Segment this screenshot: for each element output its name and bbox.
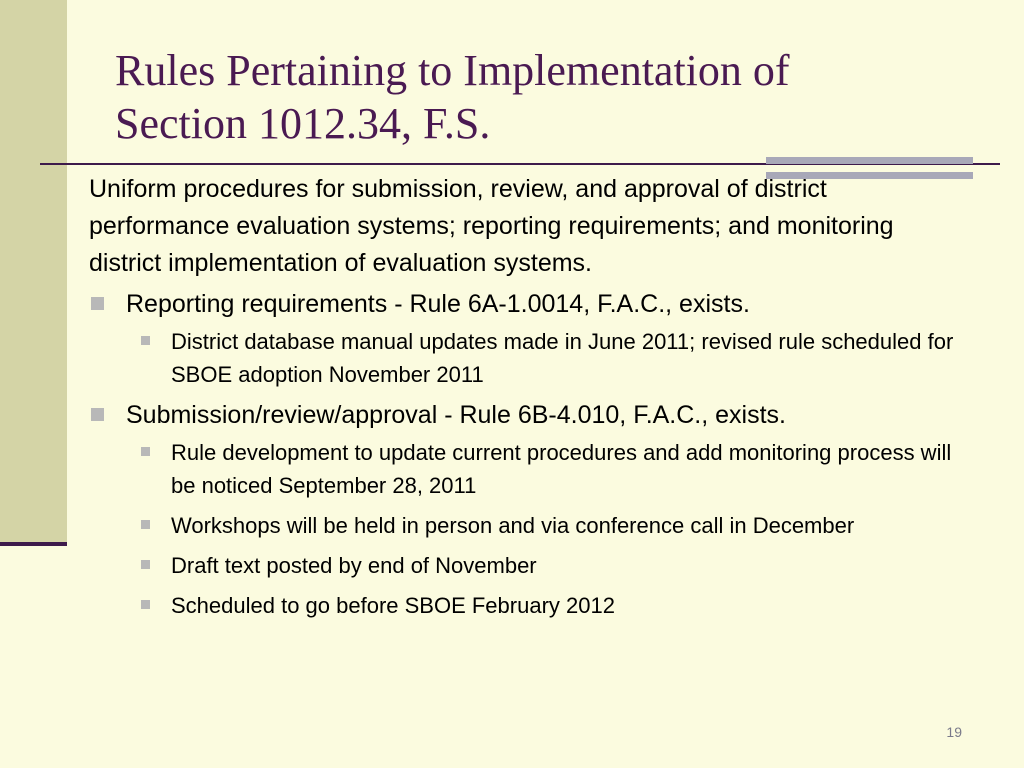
small-square-bullet-icon xyxy=(141,600,150,609)
title-divider-gray-bar-top xyxy=(766,157,973,164)
slide-page-number: 19 xyxy=(946,724,962,740)
sub-bullet-item xyxy=(89,436,971,502)
bullet-item-submission xyxy=(89,398,969,432)
left-band-accent-line xyxy=(0,542,67,546)
bullet-item-reporting xyxy=(89,287,969,321)
sub-bullet-text: District database manual updates made in June 2011; revised rule scheduled for SBOE adoption November 2011 xyxy=(171,329,954,387)
slide-title-line-2: Section 1012.34, F.S. xyxy=(115,99,491,148)
sub-bullet-item xyxy=(89,549,971,582)
small-square-bullet-icon xyxy=(141,336,150,345)
square-bullet-icon xyxy=(91,408,104,421)
sub-bullet-text: Draft text posted by end of November xyxy=(171,553,537,578)
sub-bullet-text: Workshops will be held in person and via conference call in December xyxy=(171,513,855,538)
slide-title-line-1: Rules Pertaining to Implementation of xyxy=(115,46,790,95)
bullet-text: Reporting requirements - Rule 6A-1.0014, F.A.C., exists. xyxy=(126,290,750,318)
small-square-bullet-icon xyxy=(141,447,150,456)
small-square-bullet-icon xyxy=(141,520,150,529)
sub-bullet-item xyxy=(89,589,971,622)
sub-bullet-item xyxy=(89,509,971,542)
square-bullet-icon xyxy=(91,297,104,310)
slide-body xyxy=(89,171,969,629)
bullet-text: Submission/review/approval - Rule 6B-4.010, F.A.C., exists. xyxy=(126,401,786,429)
sub-bullet-item xyxy=(89,325,971,391)
slide-title xyxy=(115,44,995,150)
left-decorative-band xyxy=(0,0,67,546)
intro-paragraph: Uniform procedures for submission, review, and approval of district performance evaluation systems; reporting requirements; and monitoring district implementation of evaluation systems. xyxy=(89,175,894,277)
sub-bullet-text: Rule development to update current procedures and add monitoring process will be noticed September 28, 2011 xyxy=(171,440,952,498)
sub-bullet-text: Scheduled to go before SBOE February 2012 xyxy=(171,593,615,618)
small-square-bullet-icon xyxy=(141,560,150,569)
